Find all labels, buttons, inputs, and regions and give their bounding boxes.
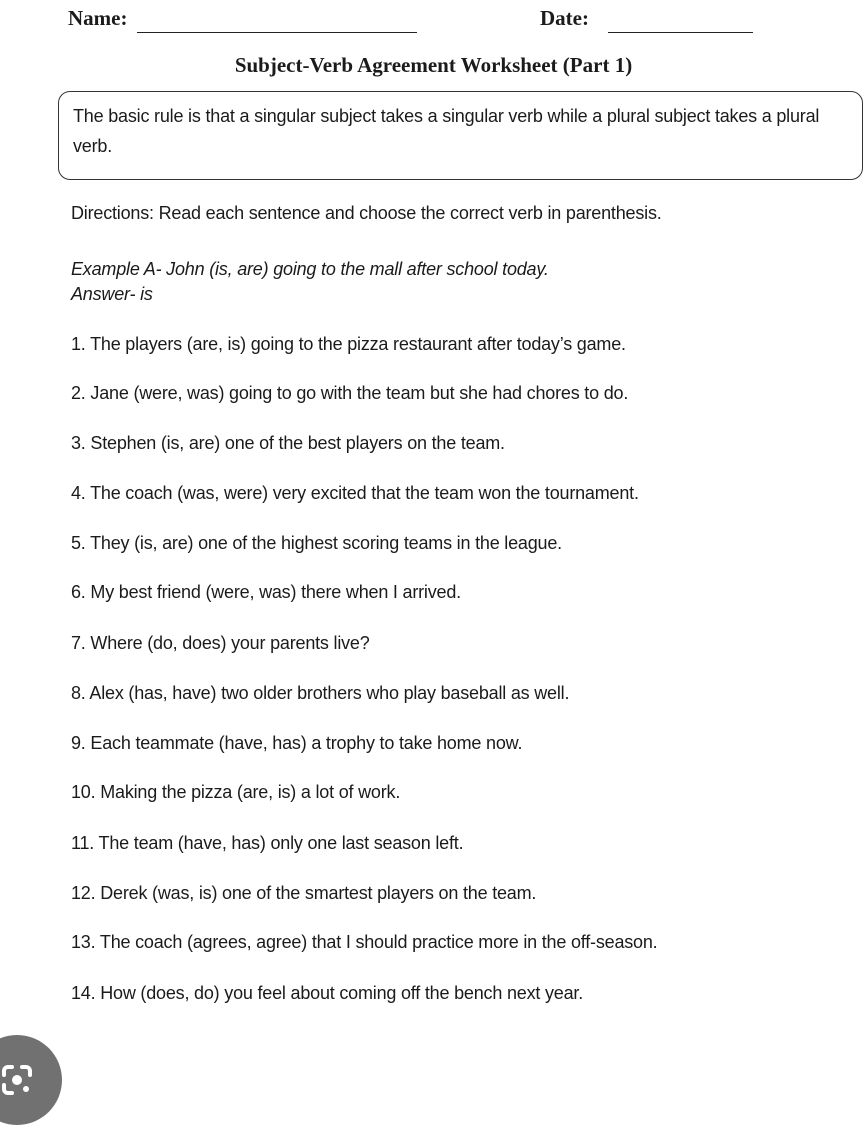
question-4: 4. The coach (was, were) very excited that the team won the tournament. [71,483,639,503]
lens-search-button[interactable] [0,1035,62,1125]
date-label: Date: [540,6,589,30]
lens-search-icon [0,1063,34,1097]
directions-text: Directions: Read each sentence and choose the correct verb in parenthesis. [71,203,662,223]
worksheet-title: Subject-Verb Agreement Worksheet (Part 1) [234,53,633,77]
name-blank-line [137,32,417,33]
date-blank-line [608,32,753,33]
question-1: 1. The players (are, is) going to the pizza restaurant after today’s game. [71,334,626,354]
rule-text: The basic rule is that a singular subject takes a singular verb while a plural subject takes a plural verb. [73,106,820,156]
example-sentence: Example A- John (is, are) going to the mall after school today. [71,259,549,279]
question-9: 9. Each teammate (have, has) a trophy to take home now. [71,733,523,753]
question-3: 3. Stephen (is, are) one of the best players on the team. [71,433,505,453]
example-answer: Answer- is [71,284,153,304]
rule-box [58,91,863,180]
question-8: 8. Alex (has, have) two older brothers who play baseball as well. [71,683,570,703]
question-5: 5. They (is, are) one of the highest scoring teams in the league. [71,533,562,553]
question-10: 10. Making the pizza (are, is) a lot of work. [71,782,401,802]
name-label: Name: [68,6,128,30]
question-2: 2. Jane (were, was) going to go with the team but she had chores to do. [71,383,629,403]
question-7: 7. Where (do, does) your parents live? [71,633,370,653]
question-13: 13. The coach (agrees, agree) that I should practice more in the off-season. [71,932,658,952]
question-14: 14. How (does, do) you feel about coming off the bench next year. [71,983,583,1003]
question-6: 6. My best friend (were, was) there when I arrived. [71,582,461,602]
question-12: 12. Derek (was, is) one of the smartest players on the team. [71,883,537,903]
question-11: 11. The team (have, has) only one last season left. [71,833,464,853]
